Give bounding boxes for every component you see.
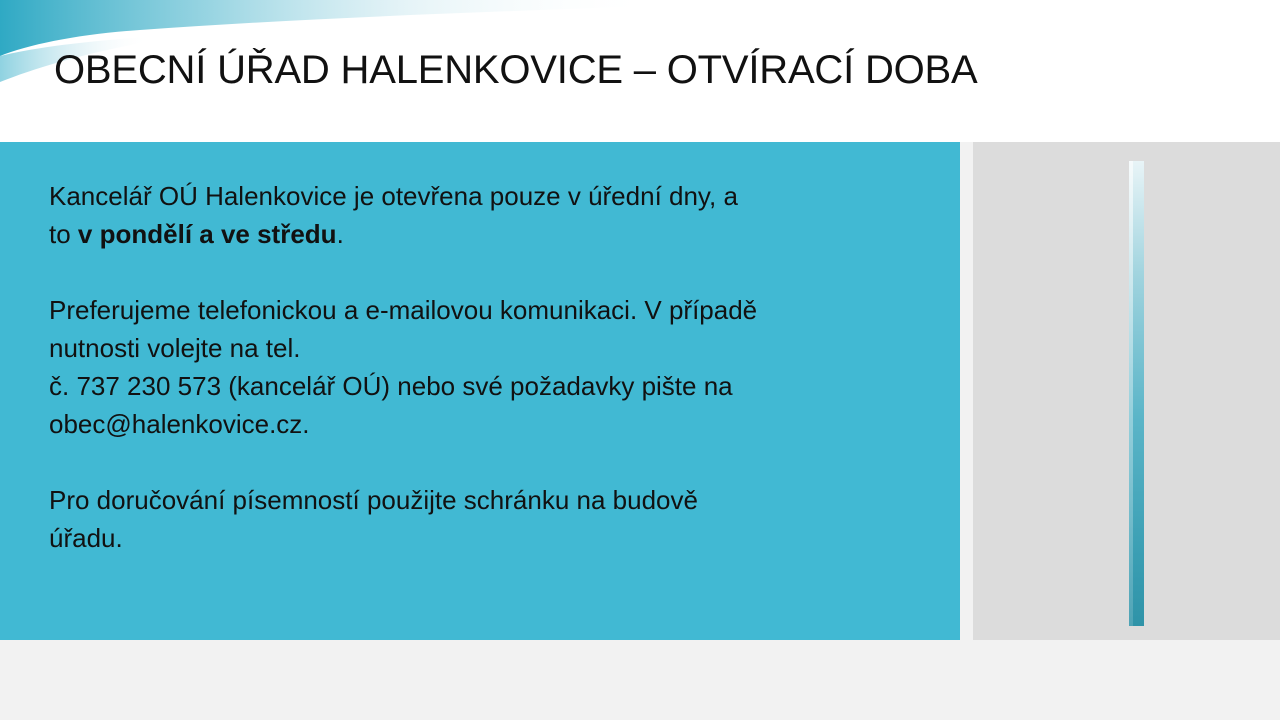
office-days-highlight: v pondělí a ve středu (77, 219, 337, 249)
paragraph-contact (49, 291, 939, 443)
paragraph1-line2-prefix: to (49, 219, 78, 249)
side-panel (973, 142, 1280, 640)
slide-footer (0, 640, 1280, 720)
paragraph3-line2: úřadu. (49, 523, 123, 553)
phone-number-line: č. 737 230 573 (kancelář OÚ) nebo své požadavky pište na (49, 371, 733, 401)
content-text (49, 177, 939, 557)
paragraph-spacer (49, 253, 939, 291)
paragraph2-line1: Preferujeme telefonickou a e-mailovou komunikaci. V případě (49, 295, 758, 325)
paragraph3-line1: Pro doručování písemností použijte schránku na budově (49, 485, 698, 515)
accent-bar-decoration (1129, 161, 1144, 626)
paragraph-spacer (49, 443, 939, 481)
slide-header (0, 0, 1280, 142)
page-title: OBECNÍ ÚŘAD HALENKOVICE – OTVÍRACÍ DOBA (54, 48, 978, 92)
paragraph-mailbox (49, 481, 939, 557)
paragraph1-line1: Kancelář OÚ Halenkovice je otevřena pouze v úřední dny, a (49, 181, 738, 211)
paragraph1-line2-suffix: . (336, 219, 344, 249)
paragraph2-line2: nutnosti volejte na tel. (49, 333, 301, 363)
content-panel (0, 142, 960, 640)
paragraph-office-hours (49, 177, 939, 253)
email-address: obec@halenkovice.cz. (49, 409, 310, 439)
